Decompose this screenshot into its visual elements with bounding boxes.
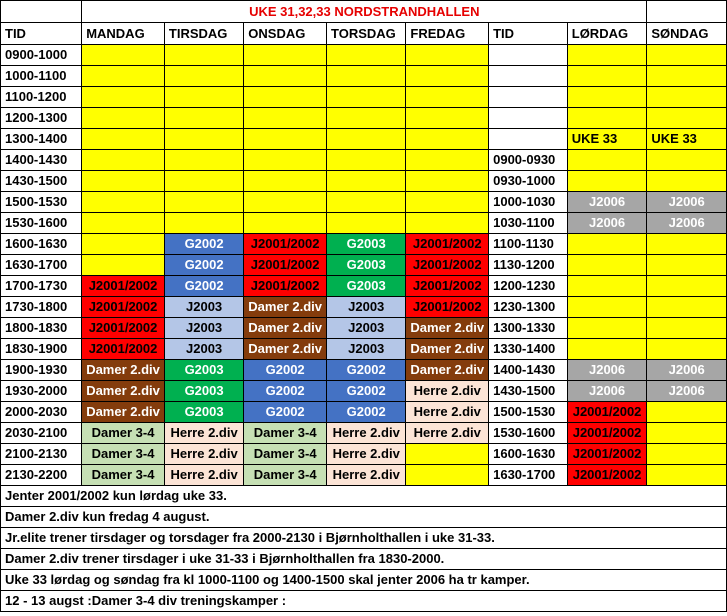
table-row — [1, 402, 727, 423]
table-row — [1, 108, 727, 129]
schedule-cell[interactable] — [406, 45, 489, 66]
table-row — [1, 444, 727, 465]
schedule-cell[interactable] — [82, 213, 165, 234]
schedule-cell[interactable] — [164, 150, 243, 171]
time-cell[interactable]: 1230-1300 — [489, 297, 568, 318]
schedule-cell[interactable] — [164, 192, 243, 213]
table-row — [1, 339, 727, 360]
table-row — [1, 318, 727, 339]
schedule-cell[interactable] — [567, 297, 647, 318]
table-row — [1, 276, 727, 297]
schedule-cell[interactable] — [244, 171, 327, 192]
schedule-cell[interactable]: Damer 2.div — [82, 402, 165, 423]
schedule-cell[interactable]: Damer 3-4 — [82, 465, 165, 486]
time-cell[interactable]: 1600-1630 — [1, 234, 82, 255]
schedule-cell[interactable] — [567, 108, 647, 129]
schedule-cell[interactable]: J2001/2002 — [244, 255, 327, 276]
schedule-cell[interactable] — [244, 66, 327, 87]
schedule-cell[interactable] — [327, 213, 406, 234]
schedule-cell[interactable]: J2001/2002 — [82, 276, 165, 297]
schedule-cell[interactable] — [647, 423, 727, 444]
time-cell[interactable] — [489, 108, 568, 129]
schedule-cell[interactable] — [244, 192, 327, 213]
schedule-cell[interactable]: Damer 2.div — [406, 339, 489, 360]
schedule-cell[interactable]: J2001/2002 — [244, 234, 327, 255]
schedule-cell[interactable]: J2001/2002 — [567, 444, 647, 465]
schedule-cell[interactable] — [327, 45, 406, 66]
schedule-cell[interactable] — [647, 276, 727, 297]
schedule-cell[interactable]: G2002 — [164, 234, 243, 255]
table-row — [1, 150, 727, 171]
time-cell[interactable]: 1130-1200 — [489, 255, 568, 276]
table-row — [1, 66, 727, 87]
schedule-cell[interactable] — [406, 150, 489, 171]
time-cell[interactable]: 1200-1230 — [489, 276, 568, 297]
schedule-cell[interactable] — [567, 255, 647, 276]
table-row — [1, 465, 727, 486]
schedule-cell[interactable] — [406, 108, 489, 129]
schedule-cell[interactable] — [647, 45, 727, 66]
table-row — [1, 171, 727, 192]
schedule-cell[interactable]: Damer 3-4 — [82, 423, 165, 444]
sheet-title[interactable]: UKE 31,32,33 NORDSTRANDHALLEN — [82, 1, 647, 23]
schedule-cell[interactable]: Herre 2.div — [327, 444, 406, 465]
schedule-cell[interactable]: G2002 — [244, 360, 327, 381]
time-cell[interactable]: 2000-2030 — [1, 402, 82, 423]
schedule-cell[interactable]: J2006 — [567, 360, 647, 381]
schedule-cell[interactable] — [164, 45, 243, 66]
schedule-cell[interactable]: Damer 2.div — [406, 360, 489, 381]
time-cell[interactable]: 0900-0930 — [489, 150, 568, 171]
schedule-cell[interactable]: Damer 3-4 — [244, 444, 327, 465]
time-cell[interactable]: 1800-1830 — [1, 318, 82, 339]
schedule-cell[interactable]: Herre 2.div — [164, 465, 243, 486]
schedule-cell[interactable]: J2001/2002 — [406, 297, 489, 318]
schedule-cell[interactable] — [82, 108, 165, 129]
schedule-cell[interactable]: Damer 2.div — [244, 297, 327, 318]
time-cell[interactable]: 1530-1600 — [489, 423, 568, 444]
schedule-cell[interactable]: J2006 — [647, 381, 727, 402]
schedule-cell[interactable]: J2003 — [164, 297, 243, 318]
schedule-cell[interactable]: UKE 33 — [647, 129, 727, 150]
schedule-cell[interactable] — [244, 87, 327, 108]
time-cell[interactable] — [489, 45, 568, 66]
schedule-cell[interactable]: G2003 — [164, 402, 243, 423]
schedule-cell[interactable] — [327, 66, 406, 87]
schedule-cell[interactable]: G2003 — [164, 381, 243, 402]
time-cell[interactable]: 1530-1600 — [1, 213, 82, 234]
table-row — [1, 423, 727, 444]
schedule-cell[interactable] — [244, 45, 327, 66]
time-cell[interactable]: 1330-1400 — [489, 339, 568, 360]
schedule-cell[interactable] — [647, 297, 727, 318]
schedule-cell[interactable]: J2003 — [327, 339, 406, 360]
time-cell[interactable]: 0930-1000 — [489, 171, 568, 192]
time-cell[interactable] — [489, 87, 568, 108]
schedule-cell[interactable]: J2001/2002 — [244, 276, 327, 297]
schedule-cell[interactable]: Herre 2.div — [164, 423, 243, 444]
schedule-cell[interactable] — [647, 402, 727, 423]
table-row — [1, 45, 727, 66]
schedule-cell[interactable] — [327, 192, 406, 213]
schedule-cell[interactable] — [647, 87, 727, 108]
schedule-cell[interactable]: G2002 — [327, 381, 406, 402]
table-row — [1, 234, 727, 255]
time-cell[interactable]: 1030-1100 — [489, 213, 568, 234]
schedule-cell[interactable]: Herre 2.div — [406, 423, 489, 444]
time-cell[interactable]: 1430-1500 — [489, 381, 568, 402]
schedule-cell[interactable] — [82, 150, 165, 171]
time-cell[interactable]: 1100-1130 — [489, 234, 568, 255]
time-cell[interactable]: 0900-1000 — [1, 45, 82, 66]
column-header-fredag[interactable]: FREDAG — [406, 23, 489, 45]
time-cell[interactable]: 1600-1630 — [489, 444, 568, 465]
schedule-cell[interactable]: J2001/2002 — [406, 255, 489, 276]
schedule-cell[interactable]: J2006 — [647, 192, 727, 213]
schedule-cell[interactable]: G2002 — [164, 276, 243, 297]
schedule-cell[interactable] — [82, 129, 165, 150]
schedule-cell[interactable]: Damer 3-4 — [244, 423, 327, 444]
column-header-tirsdag[interactable]: TIRSDAG — [164, 23, 243, 45]
time-cell[interactable]: 1300-1400 — [1, 129, 82, 150]
note-text[interactable]: Uke 33 lørdag og søndag fra kl 1000-1100 og 1400-1500 skal jenter 2006 ha tr kamper. — [1, 570, 727, 591]
schedule-cell[interactable]: J2006 — [567, 213, 647, 234]
schedule-cell[interactable] — [327, 87, 406, 108]
note-text[interactable]: Damer 2.div kun fredag 4 august. — [1, 507, 727, 528]
schedule-cell[interactable]: Damer 2.div — [82, 381, 165, 402]
schedule-cell[interactable] — [164, 108, 243, 129]
schedule-cell[interactable]: Herre 2.div — [327, 465, 406, 486]
schedule-cell[interactable] — [647, 444, 727, 465]
schedule-cell[interactable]: J2001/2002 — [567, 402, 647, 423]
schedule-cell[interactable]: Damer 2.div — [244, 318, 327, 339]
schedule-cell[interactable] — [406, 465, 489, 486]
time-cell[interactable]: 1630-1700 — [489, 465, 568, 486]
schedule-cell[interactable] — [567, 66, 647, 87]
schedule-cell[interactable]: Damer 2.div — [406, 318, 489, 339]
schedule-cell[interactable]: G2002 — [244, 381, 327, 402]
table-row — [1, 360, 727, 381]
schedule-cell[interactable]: J2001/2002 — [406, 276, 489, 297]
schedule-cell[interactable] — [567, 318, 647, 339]
time-cell[interactable]: 1430-1500 — [1, 171, 82, 192]
schedule-cell[interactable] — [244, 108, 327, 129]
schedule-cell[interactable]: Damer 2.div — [244, 339, 327, 360]
schedule-cell[interactable]: G2003 — [327, 276, 406, 297]
schedule-cell[interactable] — [647, 234, 727, 255]
schedule-cell[interactable] — [406, 171, 489, 192]
schedule-cell[interactable] — [244, 129, 327, 150]
schedule-cell[interactable] — [164, 213, 243, 234]
schedule-cell[interactable]: J2003 — [327, 297, 406, 318]
schedule-cell[interactable] — [82, 171, 165, 192]
schedule-cell[interactable]: J2006 — [567, 381, 647, 402]
schedule-cell[interactable] — [327, 108, 406, 129]
table-row — [1, 381, 727, 402]
schedule-cell[interactable] — [647, 318, 727, 339]
schedule-cell[interactable]: J2001/2002 — [82, 318, 165, 339]
column-header-mandag[interactable]: MANDAG — [82, 23, 165, 45]
schedule-cell[interactable]: Herre 2.div — [406, 381, 489, 402]
column-header-lordag[interactable]: LØRDAG — [567, 23, 647, 45]
table-row — [1, 129, 727, 150]
time-cell[interactable]: 2100-2130 — [1, 444, 82, 465]
schedule-cell[interactable] — [567, 150, 647, 171]
schedule-cell[interactable]: Herre 2.div — [327, 423, 406, 444]
schedule-cell[interactable] — [647, 339, 727, 360]
column-header-sondag[interactable]: SØNDAG — [647, 23, 727, 45]
time-cell[interactable]: 1300-1330 — [489, 318, 568, 339]
schedule-cell[interactable]: G2003 — [327, 234, 406, 255]
time-cell[interactable]: 1200-1300 — [1, 108, 82, 129]
schedule-cell[interactable]: J2003 — [327, 318, 406, 339]
table-row — [1, 87, 727, 108]
schedule-cell[interactable]: J2001/2002 — [82, 339, 165, 360]
note-row — [1, 549, 727, 570]
schedule-cell[interactable] — [406, 192, 489, 213]
table-row — [1, 255, 727, 276]
schedule-cell[interactable] — [647, 171, 727, 192]
time-cell[interactable]: 1000-1100 — [1, 66, 82, 87]
time-cell[interactable]: 1630-1700 — [1, 255, 82, 276]
column-header-onsdag[interactable]: ONSDAG — [244, 23, 327, 45]
schedule-cell[interactable] — [244, 213, 327, 234]
schedule-cell[interactable]: G2002 — [327, 402, 406, 423]
schedule-cell[interactable] — [82, 87, 165, 108]
schedule-cell[interactable]: Herre 2.div — [406, 402, 489, 423]
note-row — [1, 528, 727, 549]
time-cell[interactable]: 1930-2000 — [1, 381, 82, 402]
time-cell[interactable]: 2130-2200 — [1, 465, 82, 486]
schedule-cell[interactable] — [406, 129, 489, 150]
schedule-cell[interactable]: J2006 — [567, 192, 647, 213]
header-row — [1, 23, 727, 45]
schedule-cell[interactable] — [82, 255, 165, 276]
schedule-cell[interactable] — [406, 87, 489, 108]
schedule-cell[interactable]: G2003 — [164, 360, 243, 381]
schedule-cell[interactable] — [647, 108, 727, 129]
time-cell[interactable]: 1830-1900 — [1, 339, 82, 360]
schedule-cell[interactable]: G2002 — [327, 360, 406, 381]
schedule-cell[interactable] — [647, 465, 727, 486]
schedule-cell[interactable]: Damer 2.div — [82, 360, 165, 381]
column-header-tid[interactable]: TID — [1, 23, 82, 45]
schedule-cell[interactable] — [327, 150, 406, 171]
schedule-cell[interactable]: J2001/2002 — [406, 234, 489, 255]
note-text[interactable]: Jenter 2001/2002 kun lørdag uke 33. — [1, 486, 727, 507]
schedule-cell[interactable]: G2003 — [327, 255, 406, 276]
time-cell[interactable] — [489, 66, 568, 87]
schedule-cell[interactable] — [327, 171, 406, 192]
note-row — [1, 570, 727, 591]
table-row — [1, 297, 727, 318]
schedule-cell[interactable] — [567, 276, 647, 297]
time-cell[interactable]: 1000-1030 — [489, 192, 568, 213]
schedule-cell[interactable]: J2001/2002 — [567, 423, 647, 444]
schedule-cell[interactable]: J2003 — [164, 318, 243, 339]
schedule-cell[interactable] — [567, 87, 647, 108]
note-row — [1, 507, 727, 528]
time-cell[interactable]: 1400-1430 — [1, 150, 82, 171]
schedule-cell[interactable]: G2002 — [164, 255, 243, 276]
schedule-cell[interactable]: J2003 — [164, 339, 243, 360]
schedule-cell[interactable]: G2002 — [244, 402, 327, 423]
time-cell[interactable]: 1500-1530 — [489, 402, 568, 423]
time-cell[interactable]: 2030-2100 — [1, 423, 82, 444]
schedule-cell[interactable] — [647, 255, 727, 276]
schedule-cell[interactable] — [406, 66, 489, 87]
column-header-tid-weekend[interactable]: TID — [489, 23, 568, 45]
schedule-cell[interactable] — [567, 234, 647, 255]
time-cell[interactable]: 1730-1800 — [1, 297, 82, 318]
schedule-cell[interactable] — [82, 234, 165, 255]
table-row — [1, 192, 727, 213]
schedule-cell[interactable] — [647, 66, 727, 87]
schedule-cell[interactable] — [647, 150, 727, 171]
schedule-cell[interactable] — [164, 87, 243, 108]
schedule-cell[interactable]: Damer 3-4 — [244, 465, 327, 486]
time-cell[interactable]: 1400-1430 — [489, 360, 568, 381]
time-cell[interactable]: 1900-1930 — [1, 360, 82, 381]
note-row — [1, 591, 727, 612]
schedule-cell[interactable] — [567, 339, 647, 360]
schedule-cell[interactable] — [82, 192, 165, 213]
note-text[interactable]: Jr.elite trener tirsdager og torsdager fra 2000-2130 i Bjørnholthallen i uke 31-33. — [1, 528, 727, 549]
schedule-cell[interactable]: J2001/2002 — [82, 297, 165, 318]
schedule-cell[interactable] — [327, 129, 406, 150]
empty-cell[interactable] — [1, 1, 82, 23]
schedule-cell[interactable] — [244, 150, 327, 171]
schedule-cell[interactable] — [567, 171, 647, 192]
time-cell[interactable]: 1100-1200 — [1, 87, 82, 108]
time-cell[interactable]: 1500-1530 — [1, 192, 82, 213]
schedule-cell[interactable]: Damer 3-4 — [82, 444, 165, 465]
schedule-cell[interactable] — [164, 171, 243, 192]
time-cell[interactable]: 1700-1730 — [1, 276, 82, 297]
schedule-cell[interactable] — [406, 444, 489, 465]
schedule-cell[interactable] — [164, 66, 243, 87]
schedule-cell[interactable] — [82, 45, 165, 66]
note-row — [1, 486, 727, 507]
time-cell[interactable] — [489, 129, 568, 150]
schedule-cell[interactable]: J2001/2002 — [567, 465, 647, 486]
schedule-cell[interactable]: J2006 — [647, 360, 727, 381]
column-header-torsdag[interactable]: TORSDAG — [327, 23, 406, 45]
schedule-cell[interactable] — [406, 213, 489, 234]
schedule-cell[interactable] — [82, 66, 165, 87]
empty-cell[interactable] — [647, 1, 727, 23]
schedule-cell[interactable]: UKE 33 — [567, 129, 647, 150]
note-text[interactable]: 12 - 13 augst :Damer 3-4 div treningskamper : — [1, 591, 727, 612]
schedule-cell[interactable]: Herre 2.div — [164, 444, 243, 465]
table-row — [1, 213, 727, 234]
schedule-cell[interactable] — [567, 45, 647, 66]
schedule-cell[interactable]: J2006 — [647, 213, 727, 234]
title-row — [1, 1, 727, 23]
note-text[interactable]: Damer 2.div trener tirsdager i uke 31-33 i Bjørnholthallen fra 1830-2000. — [1, 549, 727, 570]
schedule-cell[interactable] — [164, 129, 243, 150]
